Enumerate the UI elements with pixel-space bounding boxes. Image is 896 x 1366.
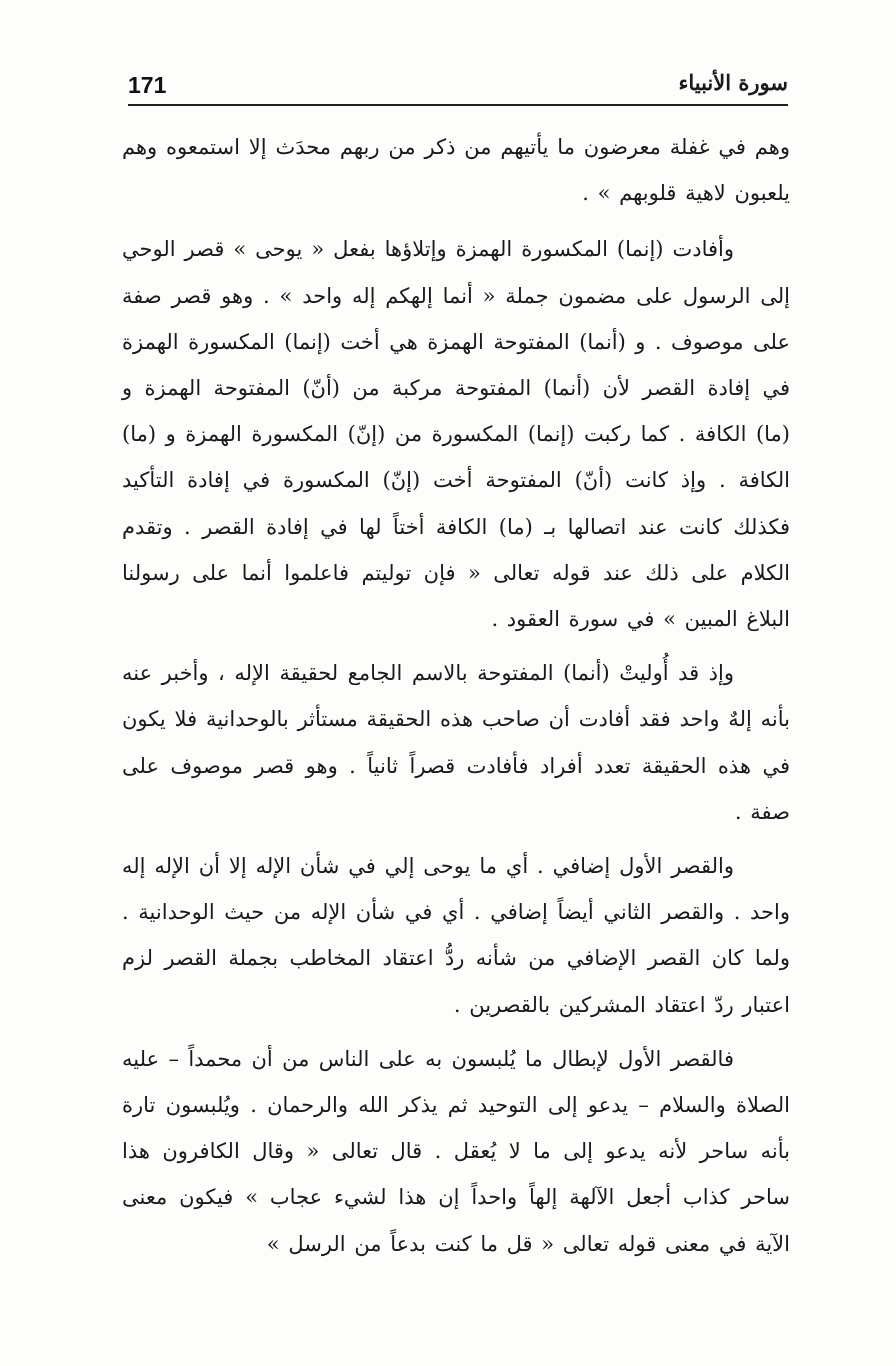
surah-title: سورة الأنبياء xyxy=(678,70,788,95)
page-number: 171 xyxy=(128,72,167,98)
paragraph-1: وهم في غفلة معرضون ما يأتيهم من ذكر من ربهم محدَث إلا استمعوه وهم يلعبون لاهية قلوبهم » . xyxy=(122,135,790,206)
page-body xyxy=(122,124,790,1275)
paragraph-5: فالقصر الأول لإبطال ما يُلبسون به على الناس من أن محمداً – عليه الصلاة والسلام – يدعو إلى التوحيد ثم يذكر الله والرحمان . ويُلبسون تارة بأنه ساحر لأنه يدعو إلى ما لا يُعقل . قال تعالى « وقال الكافرون هذا ساحر كذاب أجعل الآلهة إلهاً واحداً إن هذا لشيء عجاب » فيكون معنى الآية في معنى قوله تعالى « قل ما كنت بدعاً من الرسل » xyxy=(122,1046,790,1256)
paragraph-2: وأفادت (إنما) المكسورة الهمزة وإتلاؤها بفعل « يوحى » قصر الوحي إلى الرسول على مضمون جملة « أنما إلهكم إله واحد » . وهو قصر صفة على موصوف . و (أنما) المفتوحة الهمزة هي أخت (إنما) المكسورة الهمزة في إفادة القصر لأن (أنما) المفتوحة مركبة من (أنّ) المفتوحة الهمزة و (ما) الكافة . كما ركبت (إنما) المكسورة من (إنّ) المكسورة الهمزة و (ما) الكافة . وإذ كانت (أنّ) المفتوحة أخت (إنّ) المكسورة في إفادة التأكيد فكذلك كانت عند اتصالها بـ (ما) الكافة أختاً لها في إفادة القصر . وتقدم الكلام على ذلك عند قوله تعالى « فإن توليتم فاعلموا أنما على رسولنا البلاغ المبين » في سورة العقود . xyxy=(122,237,790,632)
paragraph-4: والقصر الأول إضافي . أي ما يوحى إلي في شأن الإله إلا أن الإله إله واحد . والقصر الثاني أيضاً إضافي . أي في شأن الإله من حيث الوحدانية . ولما كان القصر الإضافي من شأنه ردُّ اعتقاد المخاطب بجملة القصر لزم اعتبار ردّ اعتقاد المشركين بالقصرين . xyxy=(122,854,790,1017)
running-header xyxy=(128,70,788,106)
paragraph-3: وإذ قد أُوليتْ (أنما) المفتوحة بالاسم الجامع لحقيقة الإله ، وأخبر عنه بأنه إلهٌ واحد فقد أفادت أن صاحب هذه الحقيقة مستأثر بالوحدانية فلا يكون في هذه الحقيقة تعدد أفراد فأفادت قصراً ثانياً . وهو قصر موصوف على صفة . xyxy=(122,661,790,824)
